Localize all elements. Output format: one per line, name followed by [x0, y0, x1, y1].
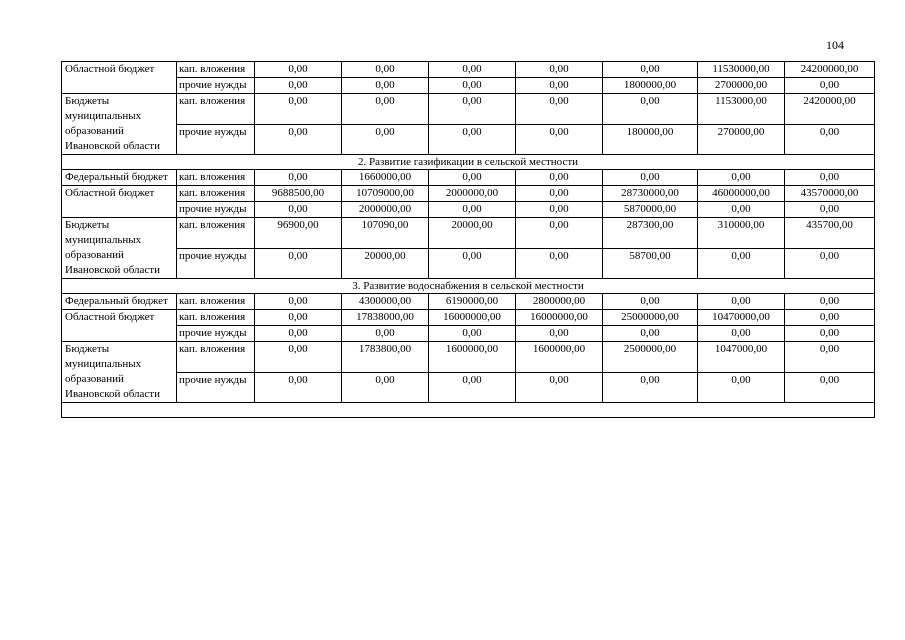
amount-cell: 0,00: [342, 78, 429, 94]
amount-cell: 0,00: [255, 310, 342, 326]
amount-cell: 16000000,00: [429, 310, 516, 326]
amount-cell: 0,00: [603, 62, 698, 78]
amount-cell: 25000000,00: [603, 310, 698, 326]
expense-type-cell: кап. вложения: [177, 342, 255, 373]
amount-cell: 0,00: [516, 94, 603, 125]
amount-cell: 46000000,00: [698, 186, 785, 202]
amount-cell: 24200000,00: [785, 62, 875, 78]
amount-cell: 0,00: [516, 248, 603, 279]
amount-cell: 2800000,00: [516, 294, 603, 310]
table-row: [62, 342, 875, 373]
amount-cell: 17838000,00: [342, 310, 429, 326]
section-title: 2. Развитие газификации в сельской местности: [62, 155, 875, 170]
amount-cell: 0,00: [516, 170, 603, 186]
amount-cell: 0,00: [516, 218, 603, 249]
amount-cell: 11530000,00: [698, 62, 785, 78]
table-row: [62, 94, 875, 125]
amount-cell: 0,00: [429, 78, 516, 94]
amount-cell: 10709000,00: [342, 186, 429, 202]
amount-cell: 0,00: [255, 248, 342, 279]
amount-cell: 2420000,00: [785, 94, 875, 125]
funding-source-cell: Федеральный бюджет: [62, 294, 177, 310]
expense-type-cell: прочие нужды: [177, 248, 255, 279]
table-row: [62, 62, 875, 78]
amount-cell: 1783800,00: [342, 342, 429, 373]
amount-cell: 0,00: [429, 248, 516, 279]
amount-cell: 0,00: [429, 326, 516, 342]
amount-cell: 5870000,00: [603, 202, 698, 218]
expense-type-cell: кап. вложения: [177, 218, 255, 249]
table-row: [62, 294, 875, 310]
amount-cell: 0,00: [342, 326, 429, 342]
amount-cell: 0,00: [698, 294, 785, 310]
amount-cell: 0,00: [785, 372, 875, 403]
funding-source-cell: Бюджеты муниципальных образований Ивановской области: [62, 218, 177, 279]
section-header-row: [62, 155, 875, 170]
expense-type-cell: кап. вложения: [177, 310, 255, 326]
amount-cell: 0,00: [255, 342, 342, 373]
amount-cell: 0,00: [516, 62, 603, 78]
amount-cell: 0,00: [255, 294, 342, 310]
expense-type-cell: кап. вложения: [177, 170, 255, 186]
amount-cell: 1800000,00: [603, 78, 698, 94]
amount-cell: 2700000,00: [698, 78, 785, 94]
amount-cell: 0,00: [429, 124, 516, 155]
table-row: [62, 218, 875, 249]
amount-cell: 0,00: [255, 202, 342, 218]
amount-cell: 0,00: [698, 202, 785, 218]
amount-cell: 0,00: [785, 294, 875, 310]
funding-source-cell: Областной бюджет: [62, 310, 177, 342]
expense-type-cell: прочие нужды: [177, 372, 255, 403]
amount-cell: 0,00: [516, 202, 603, 218]
amount-cell: 0,00: [785, 248, 875, 279]
amount-cell: 0,00: [429, 62, 516, 78]
amount-cell: 0,00: [603, 326, 698, 342]
amount-cell: 0,00: [516, 124, 603, 155]
table-row: [62, 310, 875, 326]
table-row: [62, 78, 875, 94]
amount-cell: 0,00: [516, 326, 603, 342]
amount-cell: 0,00: [603, 170, 698, 186]
table-row: [62, 186, 875, 202]
amount-cell: 435700,00: [785, 218, 875, 249]
amount-cell: 287300,00: [603, 218, 698, 249]
amount-cell: 0,00: [255, 372, 342, 403]
amount-cell: 2500000,00: [603, 342, 698, 373]
section-header-row: [62, 279, 875, 294]
amount-cell: 20000,00: [342, 248, 429, 279]
amount-cell: 0,00: [785, 202, 875, 218]
expense-type-cell: прочие нужды: [177, 78, 255, 94]
budget-table: [61, 61, 875, 418]
amount-cell: 0,00: [785, 170, 875, 186]
table-row: [62, 372, 875, 403]
amount-cell: 1047000,00: [698, 342, 785, 373]
expense-type-cell: кап. вложения: [177, 186, 255, 202]
amount-cell: 0,00: [429, 372, 516, 403]
expense-type-cell: прочие нужды: [177, 124, 255, 155]
amount-cell: 310000,00: [698, 218, 785, 249]
amount-cell: 0,00: [603, 294, 698, 310]
table-closing-row: [62, 403, 875, 418]
amount-cell: 0,00: [698, 248, 785, 279]
expense-type-cell: прочие нужды: [177, 326, 255, 342]
amount-cell: 2000000,00: [342, 202, 429, 218]
amount-cell: 6190000,00: [429, 294, 516, 310]
funding-source-cell: Бюджеты муниципальных образований Ивановской области: [62, 94, 177, 155]
amount-cell: 0,00: [429, 94, 516, 125]
amount-cell: 0,00: [785, 78, 875, 94]
amount-cell: 0,00: [255, 62, 342, 78]
amount-cell: 0,00: [785, 310, 875, 326]
amount-cell: 0,00: [429, 202, 516, 218]
amount-cell: 28730000,00: [603, 186, 698, 202]
amount-cell: 0,00: [342, 62, 429, 78]
amount-cell: 0,00: [255, 124, 342, 155]
amount-cell: 0,00: [255, 94, 342, 125]
amount-cell: 0,00: [785, 326, 875, 342]
table-row: [62, 124, 875, 155]
amount-cell: 20000,00: [429, 218, 516, 249]
expense-type-cell: прочие нужды: [177, 202, 255, 218]
amount-cell: 0,00: [342, 372, 429, 403]
amount-cell: 0,00: [516, 372, 603, 403]
amount-cell: 0,00: [516, 186, 603, 202]
amount-cell: 4300000,00: [342, 294, 429, 310]
expense-type-cell: кап. вложения: [177, 294, 255, 310]
amount-cell: 1660000,00: [342, 170, 429, 186]
amount-cell: 43570000,00: [785, 186, 875, 202]
amount-cell: 0,00: [429, 170, 516, 186]
table-row: [62, 170, 875, 186]
amount-cell: 0,00: [255, 170, 342, 186]
amount-cell: 0,00: [785, 124, 875, 155]
amount-cell: 58700,00: [603, 248, 698, 279]
amount-cell: 10470000,00: [698, 310, 785, 326]
amount-cell: 0,00: [698, 170, 785, 186]
amount-cell: 180000,00: [603, 124, 698, 155]
funding-source-cell: Областной бюджет: [62, 186, 177, 218]
amount-cell: 9688500,00: [255, 186, 342, 202]
amount-cell: 96900,00: [255, 218, 342, 249]
amount-cell: 0,00: [603, 94, 698, 125]
page-number: 104: [826, 38, 844, 52]
amount-cell: 0,00: [255, 326, 342, 342]
funding-source-cell: Федеральный бюджет: [62, 170, 177, 186]
expense-type-cell: кап. вложения: [177, 62, 255, 78]
empty-cell: [62, 403, 875, 418]
amount-cell: 0,00: [698, 372, 785, 403]
amount-cell: 0,00: [342, 94, 429, 125]
amount-cell: 16000000,00: [516, 310, 603, 326]
amount-cell: 0,00: [603, 372, 698, 403]
amount-cell: 0,00: [255, 78, 342, 94]
amount-cell: 107090,00: [342, 218, 429, 249]
amount-cell: 0,00: [785, 342, 875, 373]
amount-cell: 1153000,00: [698, 94, 785, 125]
funding-source-cell: Областной бюджет: [62, 62, 177, 94]
section-title: 3. Развитие водоснабжения в сельской местности: [62, 279, 875, 294]
table-row: [62, 248, 875, 279]
amount-cell: 270000,00: [698, 124, 785, 155]
table-row: [62, 326, 875, 342]
amount-cell: 0,00: [698, 326, 785, 342]
expense-type-cell: кап. вложения: [177, 94, 255, 125]
amount-cell: 0,00: [342, 124, 429, 155]
funding-source-cell: Бюджеты муниципальных образований Ивановской области: [62, 342, 177, 403]
amount-cell: 1600000,00: [429, 342, 516, 373]
amount-cell: 1600000,00: [516, 342, 603, 373]
amount-cell: 2000000,00: [429, 186, 516, 202]
table-row: [62, 202, 875, 218]
amount-cell: 0,00: [516, 78, 603, 94]
